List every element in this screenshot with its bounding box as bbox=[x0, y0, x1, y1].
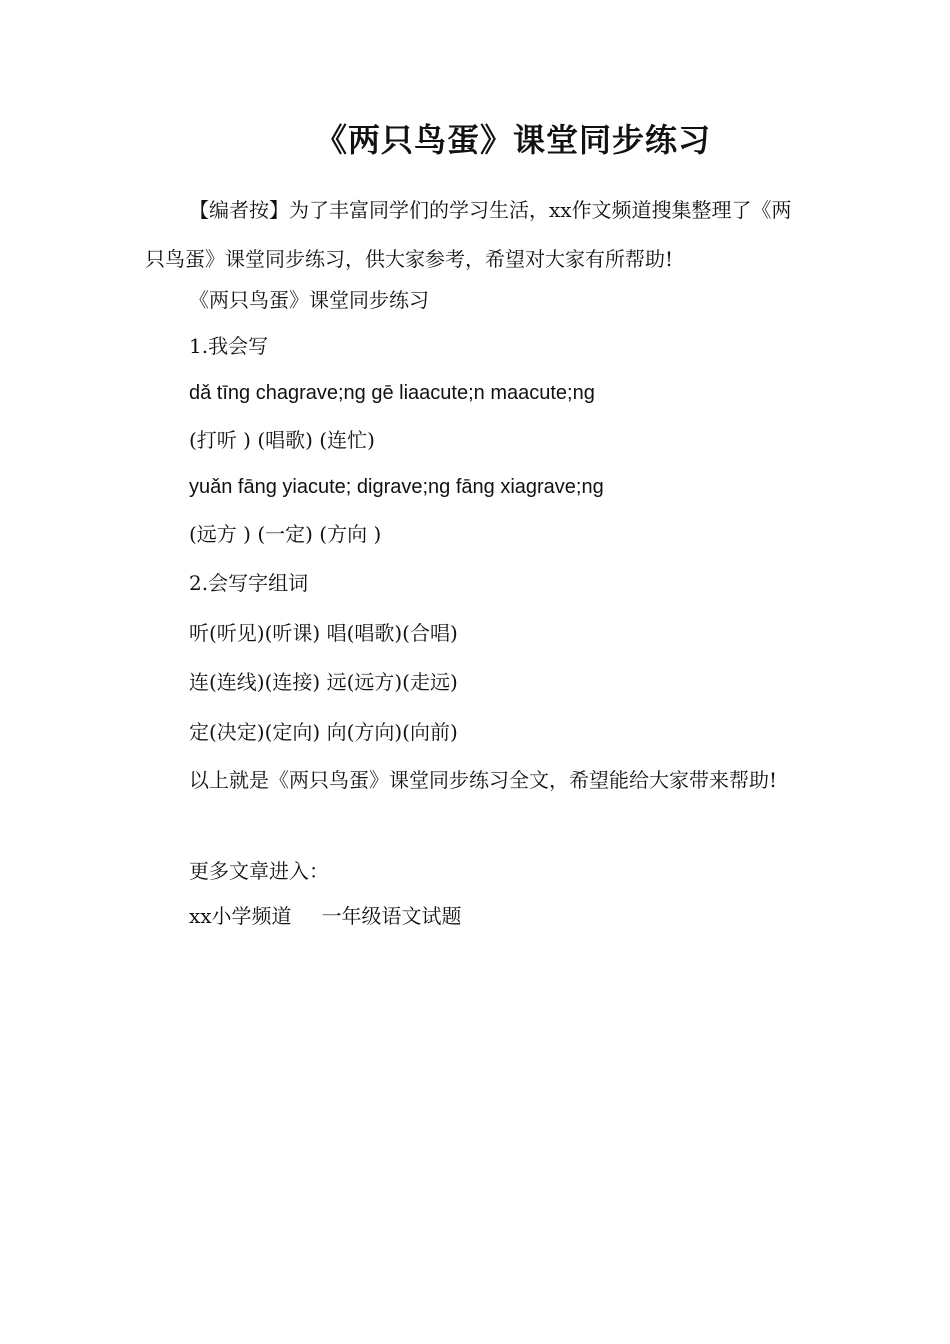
document-title: 《两只鸟蛋》课堂同步练习 bbox=[314, 121, 711, 159]
compound-line-2: 连(连线)(连接) 远(远方)(走远) bbox=[189, 670, 458, 694]
words-line-1: (打听 ) (唱歌) (连忙) bbox=[189, 428, 375, 452]
words-line-2: (远方 ) (一定) (方向 ) bbox=[189, 522, 382, 546]
compound-line-3: 定(决定)(定向) 向(方向)(向前) bbox=[189, 720, 458, 744]
more-articles-label: 更多文章进入： bbox=[189, 859, 329, 883]
section-1-heading: 1.我会写 bbox=[189, 334, 269, 358]
link-grade1-chinese-tests[interactable]: 一年级语文试题 bbox=[321, 904, 462, 928]
intro-paragraph: 【编者按】为了丰富同学们的学习生活，xx作文频道搜集整理了《两只鸟蛋》课堂同步练习，供大家参考，希望对大家有所帮助! bbox=[145, 198, 792, 271]
section-2-heading: 2.会写字组词 bbox=[189, 571, 309, 595]
link-primary-channel[interactable]: xx小学频道 bbox=[189, 904, 292, 928]
more-articles-links bbox=[189, 902, 854, 930]
pinyin-line-1: dǎ tīng chagrave;ng gē liaacute;n maacute;ng bbox=[189, 382, 595, 404]
subtitle-line: 《两只鸟蛋》课堂同步练习 bbox=[189, 288, 429, 312]
pinyin-line-2: yuǎn fāng yiacute; digrave;ng fāng xiagrave;ng bbox=[189, 476, 604, 498]
closing-paragraph: 以上就是《两只鸟蛋》课堂同步练习全文，希望能给大家带来帮助! bbox=[189, 768, 778, 792]
compound-line-1: 听(听见)(听课) 唱(唱歌)(合唱) bbox=[189, 621, 458, 645]
